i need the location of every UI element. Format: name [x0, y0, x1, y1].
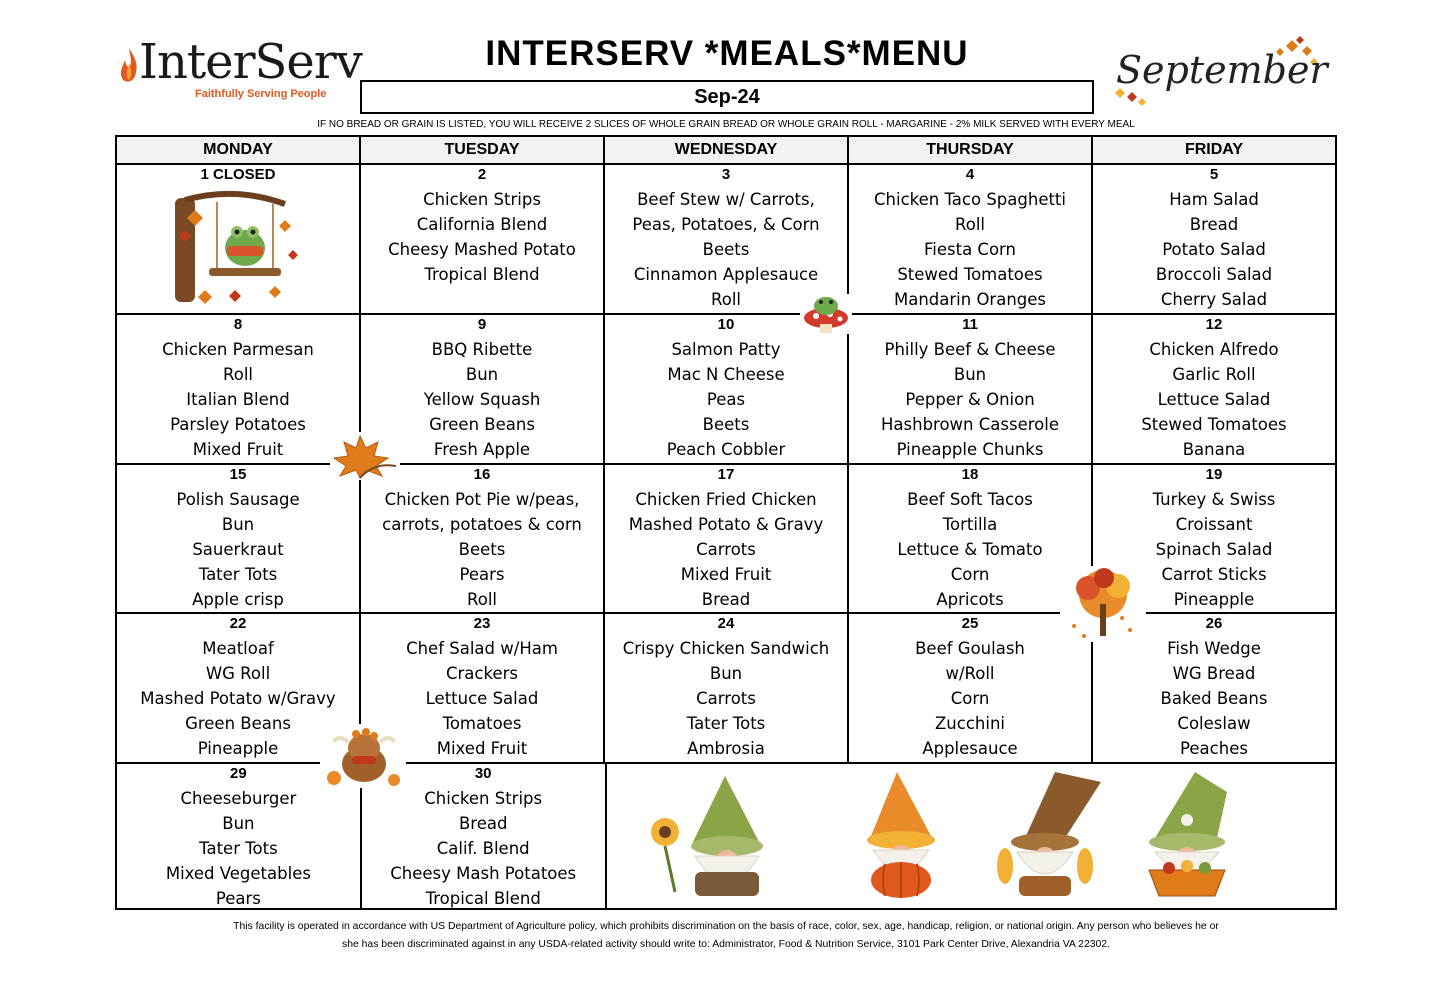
logo-tagline: Faithfully Serving People: [195, 88, 327, 100]
meal-item: Bun: [709, 664, 743, 683]
meal-item: Mixed Fruit: [192, 440, 284, 459]
meal-item: Bun: [953, 365, 987, 384]
meal-item: Meatloaf: [202, 639, 274, 658]
meal-item: Peas, Potatoes, & Corn: [632, 215, 820, 234]
meal-item: Chicken Alfredo: [1149, 340, 1279, 359]
september-script: September: [1116, 48, 1328, 92]
day-number: 2: [477, 166, 487, 183]
meal-item: Tropical Blend: [424, 265, 540, 284]
logo-text: InterServ: [139, 34, 362, 90]
day-number: 30: [474, 765, 492, 782]
meal-item: Croissant: [1175, 515, 1253, 534]
meal-item: Pears: [459, 565, 505, 584]
meal-item: Bun: [465, 365, 499, 384]
meal-item: Bread: [1189, 215, 1239, 234]
meal-item: WG Bread: [1172, 664, 1256, 683]
usda-notice-line-2: she has been discriminated against in any USDA-related activity should write to: Administrator, Food & Nutrition Service, 3101 Park Center Drive, Alexandria VA 22302.: [342, 939, 1110, 950]
day-number: 17: [717, 466, 735, 483]
day-cell: [605, 163, 849, 313]
weekday-friday: FRIDAY: [1184, 141, 1244, 158]
weekday-tuesday: TUESDAY: [361, 137, 605, 163]
meal-item: Potato Salad: [1162, 240, 1266, 259]
meal-item: Chicken Fried Chicken: [635, 490, 817, 509]
day-number: 29: [230, 765, 247, 782]
day-cell: [849, 313, 1093, 463]
weekday-thursday: THURSDAY: [849, 137, 1093, 163]
day-number: 1 CLOSED: [200, 166, 276, 183]
meal-item: Coleslaw: [1177, 714, 1251, 733]
meal-item: Green Beans: [429, 415, 535, 434]
week-row: [117, 463, 1335, 614]
meal-item: Tortilla: [942, 515, 998, 534]
month-label: Sep-24: [360, 80, 1094, 114]
meal-item: Crispy Chicken Sandwich: [622, 639, 830, 658]
day-number: 5: [1209, 166, 1219, 183]
september-banner: [1102, 36, 1332, 110]
meal-item: Lettuce & Tomato: [897, 540, 1043, 559]
autumn-tree-icon: [1060, 566, 1146, 642]
day-number: 10: [717, 316, 735, 333]
autumn-gnomes-illustration: [635, 772, 1325, 900]
day-number: 26: [1205, 615, 1223, 632]
meal-item: Mashed Potato w/Gravy: [140, 689, 336, 708]
meal-item: Mashed Potato & Gravy: [628, 515, 824, 534]
interserv-logo: [117, 34, 362, 104]
meal-item: Salmon Patty: [671, 340, 781, 359]
meal-item: Mac N Cheese: [667, 365, 785, 384]
flame-icon: [117, 46, 141, 86]
meal-item: Cinnamon Applesauce: [633, 265, 819, 284]
day-number: 15: [229, 466, 247, 483]
meal-item: Roll: [711, 290, 741, 309]
meal-item: Banana: [1182, 440, 1246, 459]
day-cell: [605, 313, 849, 463]
meal-item: Cherry Salad: [1160, 290, 1268, 309]
meal-item: Bun: [222, 814, 255, 833]
meal-item: Peach Cobbler: [666, 440, 786, 459]
meal-item: Stewed Tomatoes: [897, 265, 1043, 284]
frog-mushroom-icon: [800, 294, 852, 334]
meal-item: Bun: [221, 515, 255, 534]
day-number: 18: [961, 466, 979, 483]
day-cell: [361, 163, 605, 313]
meal-item: Philly Beef & Cheese: [884, 340, 1056, 359]
meal-item: Beets: [702, 240, 750, 259]
meal-item: Baked Beans: [1160, 689, 1268, 708]
day-cell: [117, 313, 361, 463]
meal-item: Roll: [223, 365, 253, 384]
day-number: 12: [1205, 316, 1223, 333]
page-title: INTERSERV *MEALS*MENU: [485, 34, 969, 73]
meal-item: Fish Wedge: [1167, 639, 1261, 658]
meal-item: Fresh Apple: [433, 440, 531, 459]
day-number: 16: [473, 466, 491, 483]
meal-item: Carrots: [696, 540, 756, 559]
meal-item: Mixed Fruit: [436, 739, 528, 758]
gnome-corn-icon: [997, 772, 1101, 896]
day-cell: [1093, 313, 1335, 463]
meal-item: Yellow Squash: [423, 390, 541, 409]
meal-item: Mixed Vegetables: [165, 864, 311, 883]
day-cell: [1093, 163, 1335, 313]
meal-item: Mixed Fruit: [680, 565, 772, 584]
meal-item: Spinach Salad: [1155, 540, 1273, 559]
meal-item: Chicken Parmesan: [162, 340, 314, 359]
meal-item: Applesauce: [922, 739, 1018, 758]
meal-item: Mandarin Oranges: [893, 290, 1047, 309]
meal-item: Chicken Taco Spaghetti: [874, 190, 1066, 209]
meal-item: Beets: [458, 540, 506, 559]
meal-item: Beef Soft Tacos: [907, 490, 1033, 509]
day-number: 9: [477, 316, 487, 333]
meal-item: Bread: [458, 814, 508, 833]
meal-item: Ambrosia: [687, 739, 765, 758]
weekday-wednesday: WEDNESDAY: [605, 137, 849, 163]
meal-item: Cheesy Mash Potatoes: [390, 864, 577, 883]
meal-item: Cheesy Mashed Potato: [388, 240, 576, 259]
day-cell: [361, 463, 605, 612]
day-cell: [849, 163, 1093, 313]
meal-item: Pineapple: [197, 739, 279, 758]
meal-item: Peaches: [1180, 739, 1248, 758]
meal-item: Pepper & Onion: [905, 390, 1035, 409]
meal-item: Pineapple: [1173, 590, 1255, 609]
maple-leaf-icon: [330, 432, 400, 480]
meal-item: Pears: [215, 889, 261, 908]
meal-item: Chicken Strips: [424, 789, 543, 808]
meal-item: Tater Tots: [198, 565, 278, 584]
day-cell: [117, 463, 361, 612]
meal-item: Stewed Tomatoes: [1141, 415, 1287, 434]
meal-item: Roll: [467, 590, 497, 609]
gnome-pumpkin-icon: [867, 772, 935, 898]
meal-item: Chef Salad w/Ham: [406, 639, 558, 658]
frog-on-swing-icon: [165, 190, 305, 308]
meal-item: Fiesta Corn: [923, 240, 1016, 259]
meal-item: Chicken Pot Pie w/peas,: [384, 490, 580, 509]
meal-item: Green Beans: [185, 714, 291, 733]
weekday-monday: MONDAY: [117, 137, 361, 163]
meal-item: Peas: [706, 390, 746, 409]
meal-item: Tropical Blend: [425, 889, 541, 908]
meal-item: Broccoli Salad: [1155, 265, 1273, 284]
day-cell: [605, 463, 849, 612]
day-number: 3: [721, 166, 731, 183]
week-row: [117, 612, 1335, 764]
meal-item: Beets: [702, 415, 750, 434]
meal-item: Italian Blend: [186, 390, 290, 409]
day-cell: [849, 612, 1093, 762]
meal-item: Parsley Potatoes: [170, 415, 306, 434]
meal-item: Lettuce Salad: [425, 689, 539, 708]
meal-item: Tater Tots: [686, 714, 766, 733]
day-number: 4: [965, 166, 975, 183]
day-number: 24: [717, 615, 735, 632]
meal-item: Turkey & Swiss: [1152, 490, 1276, 509]
meal-item: Corn: [950, 689, 990, 708]
day-number: 19: [1205, 466, 1223, 483]
meal-item: Carrots: [696, 689, 756, 708]
meal-item: Apple crisp: [192, 590, 284, 609]
week-row: [117, 313, 1335, 465]
bread-notice: IF NO BREAD OR GRAIN IS LISTED, YOU WILL RECEIVE 2 SLICES OF WHOLE GRAIN BREAD OR WHOLE GRAIN ROLL - MARGARINE - 2% MILK SERVED WITH EVERY MEAL: [317, 119, 1135, 130]
weekday-header: [117, 137, 1335, 165]
meal-item: Roll: [955, 215, 985, 234]
meal-item: Beef Stew w/ Carrots,: [637, 190, 815, 209]
day-number: 22: [229, 615, 247, 632]
meal-item: Cheeseburger: [180, 789, 297, 808]
gnome-sunflower-icon: [651, 776, 763, 896]
day-cell: [849, 463, 1093, 612]
meal-item: Beef Goulash: [915, 639, 1025, 658]
meal-item: Chicken Strips: [423, 190, 541, 209]
meal-item: Crackers: [446, 664, 518, 683]
highland-cow-icon: [320, 724, 406, 788]
meal-item: Bread: [701, 590, 751, 609]
meal-item: Tater Tots: [199, 839, 278, 858]
meal-item: Corn: [950, 565, 990, 584]
meal-item: Lettuce Salad: [1157, 390, 1271, 409]
meal-item: Garlic Roll: [1172, 365, 1256, 384]
meal-item: WG Roll: [205, 664, 271, 683]
gnome-basket-icon: [1149, 772, 1227, 896]
day-number: 8: [233, 316, 243, 333]
meal-item: Zucchini: [935, 714, 1005, 733]
day-cell: [605, 612, 849, 762]
meal-item: Calif. Blend: [436, 839, 530, 858]
meal-item: Pineapple Chunks: [896, 440, 1044, 459]
meal-item: Tomatoes: [442, 714, 522, 733]
day-number: 11: [962, 316, 978, 333]
usda-notice-line-1: This facility is operated in accordance with US Department of Agriculture policy, which prohibits discrimination on the basis of race, color, sex, age, handicap, religion, or national origin. Any person who believes he or: [233, 921, 1219, 932]
meal-item: BBQ Ribette: [431, 340, 533, 359]
meal-item: Hashbrown Casserole: [881, 415, 1059, 434]
meal-item: Polish Sausage: [176, 490, 300, 509]
meal-item: Carrot Sticks: [1161, 565, 1267, 584]
day-number: 25: [961, 615, 979, 632]
meal-item: w/Roll: [945, 664, 995, 683]
meal-item: Ham Salad: [1169, 190, 1259, 209]
meal-item: carrots, potatoes & corn: [382, 515, 582, 534]
meal-item: Apricots: [936, 590, 1004, 609]
meal-item: California Blend: [416, 215, 548, 234]
usda-notice: [116, 918, 1336, 954]
meal-item: Sauerkraut: [192, 540, 284, 559]
day-number: 23: [473, 615, 491, 632]
